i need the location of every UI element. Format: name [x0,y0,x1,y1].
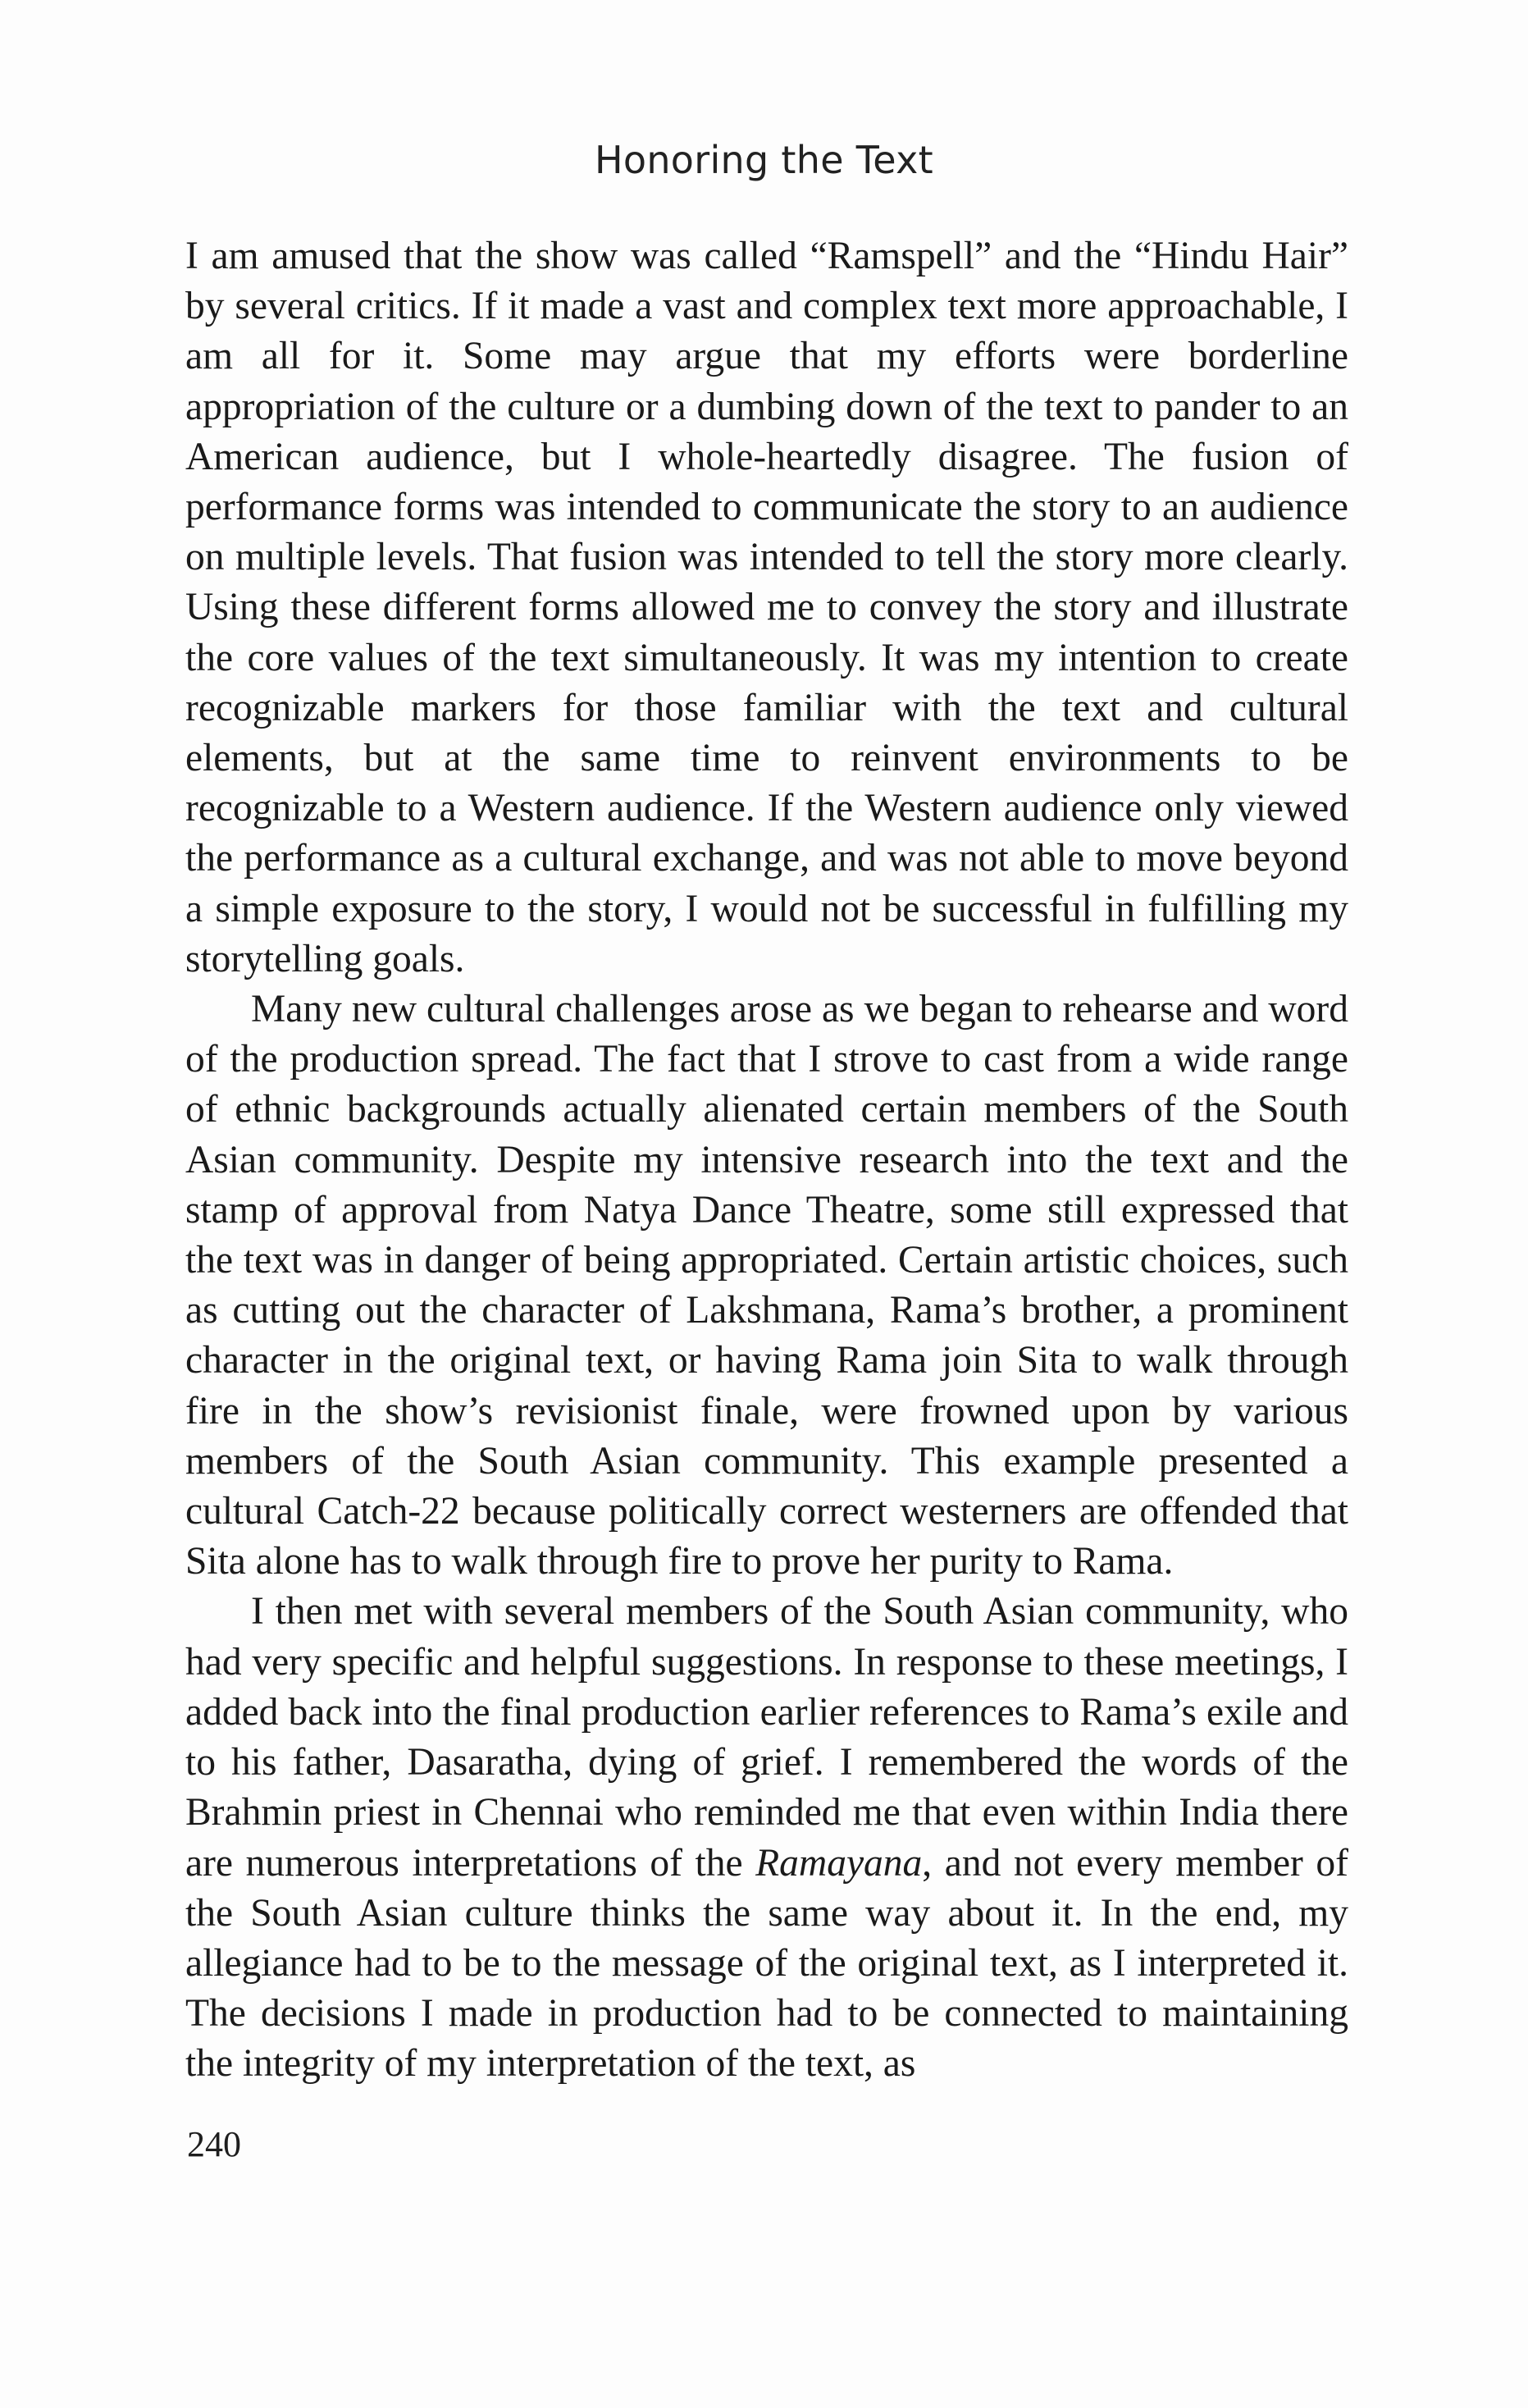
book-title-italic: Ramayana [755,1841,923,1885]
paragraph-1: I am amused that the show was called “Ramspell” and the “Hindu Hair” by several critics. If it made a vast and complex text more approachable, I am all for it. Some may argue that my efforts were borderline appropriation of the culture or a dumbing down of the text to pander to an American audience, but I whole-heartedly disagree. The fusion of performance forms was intended to communicate the story to an audience on multiple levels. That fusion was intended to tell the story more clearly. Using these different forms allowed me to convey the story and illustrate the core values of the text simultaneously. It was my intention to create recognizable markers for those familiar with the text and cultural elements, but at the same time to reinvent environments to be recognizable to a Western audience. If the Western audience only viewed the performance as a cultural exchange, and was not able to move beyond a simple exposure to the story, I would not be successful in fulfilling my storytelling goals. [185,235,1348,980]
page-number: 240 [187,2124,241,2164]
paragraph-3-text-b: , and not every member of the South Asian culture thinks the same way about it. In the end, my allegiance had to be to the message of the original text, as I interpreted it. The decisions I made in production had to be connected to maintaining the integrity of my interpretation of the text, as [185,1841,1348,2086]
paragraph-3-text-a: I then met with several members of the South Asian community, who had very specific and helpful suggestions. In response to these meetings, I added back into the final production earlier references to Rama’s exile and to his father, Dasaratha, dying of grief. I remembered the words of the Brahmin priest in Chennai who reminded me that even within India there are numerous interpretations of the [185,1590,1348,1885]
paragraph-3 [185,1587,1348,2089]
paragraph-2: Many new cultural challenges arose as we began to rehearse and word of the production spread. The fact that I strove to cast from a wide range of ethnic backgrounds actually alienated certain members of the South Asian community. Despite my intensive research into the text and the stamp of approval from Natya Dance Theatre, some still expressed that the text was in danger of being appropriated. Certain artistic choices, such as cutting out the character of Lakshmana, Rama’s brother, a prominent character in the original text, or having Rama join Sita to walk through fire in the show’s revisionist finale, were frowned upon by various members of the South Asian community. This example presented a cultural Catch-22 because politically correct westerners are offended that Sita alone has to walk through fire to prove her purity to Rama. [185,988,1348,1583]
running-head: Honoring the Text [595,138,933,182]
body-text [185,231,1348,2090]
